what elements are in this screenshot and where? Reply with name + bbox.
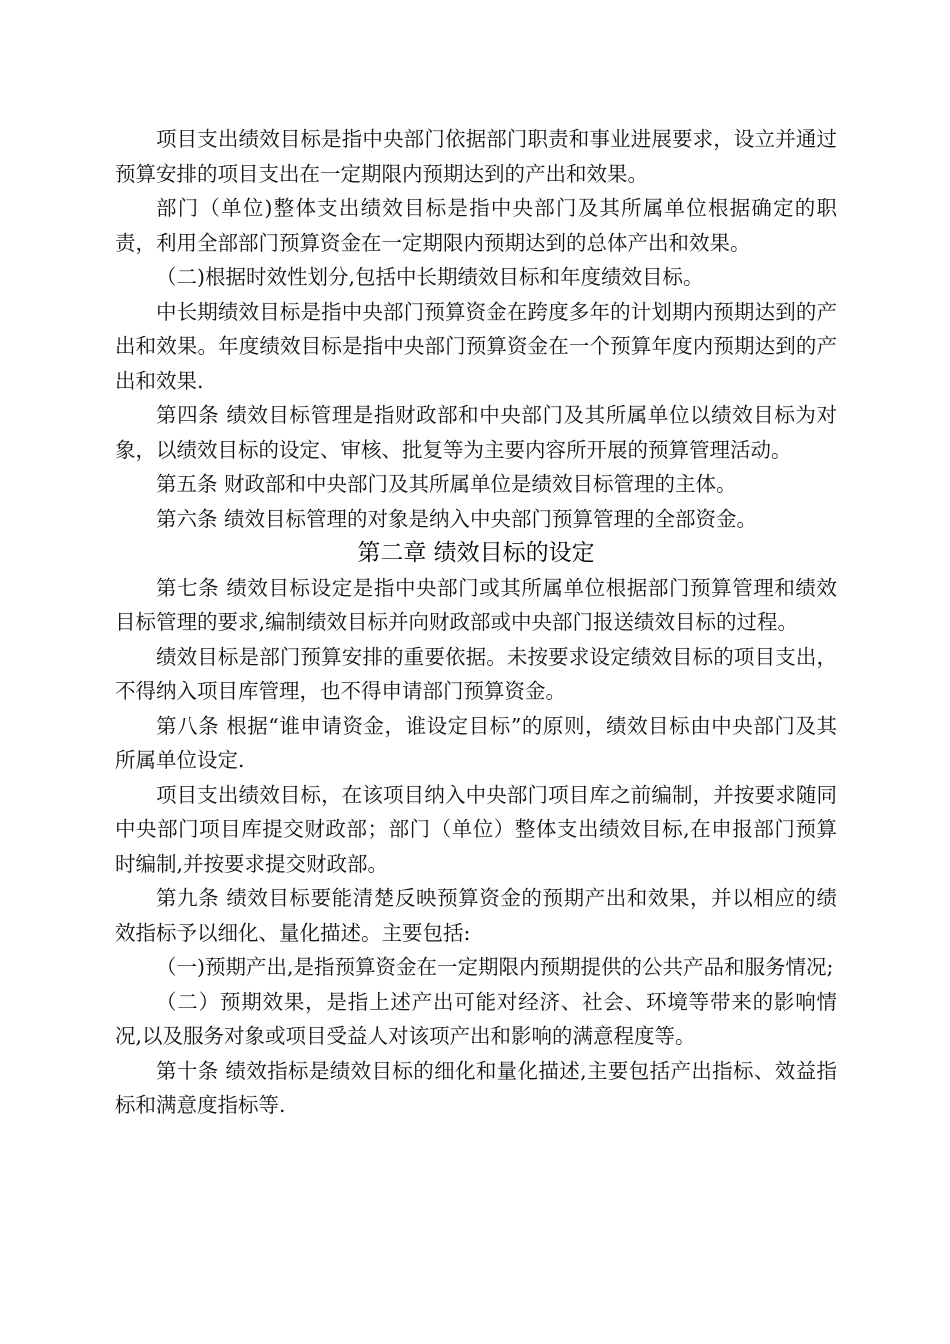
article-4-paragraph: 第四条 绩效目标管理是指财政部和中央部门及其所属单位以绩效目标为对象，以绩效目标的设定、审核、批复等为主要内容所开展的预算管理活动。 xyxy=(115,403,837,462)
list-item: （一)预期产出,是指预算资金在一定期限内预期提供的公共产品和服务情况; xyxy=(156,955,834,979)
paragraph: 绩效目标是部门预算安排的重要依据。未按要求设定绩效目标的项目支出，不得纳入项目库管理，也不得申请部门预算资金。 xyxy=(115,644,837,703)
document-body xyxy=(115,122,837,1123)
article-7-paragraph: 第七条 绩效目标设定是指中央部门或其所属单位根据部门预算管理和绩效目标管理的要求,编制绩效目标并向财政部或中央部门报送绩效目标的过程。 xyxy=(115,575,837,634)
list-item: （二）预期效果，是指上述产出可能对经济、社会、环境等带来的影响情况,以及服务对象或项目受益人对该项产出和影响的满意程度等。 xyxy=(115,989,837,1048)
paragraph: （二)根据时效性划分,包括中长期绩效目标和年度绩效目标。 xyxy=(156,265,704,289)
article-8-paragraph: 第八条 根据“谁申请资金，谁设定目标”的原则，绩效目标由中央部门及其所属单位设定. xyxy=(115,713,837,772)
article-10-paragraph: 第十条 绩效指标是绩效目标的细化和量化描述,主要包括产出指标、效益指标和满意度指标等. xyxy=(115,1058,837,1117)
paragraph: 项目支出绩效目标是指中央部门依据部门职责和事业进展要求，设立并通过预算安排的项目支出在一定期限内预期达到的产出和效果。 xyxy=(115,127,837,186)
paragraph: 中长期绩效目标是指中央部门预算资金在跨度多年的计划期内预期达到的产出和效果。年度绩效目标是指中央部门预算资金在一个预算年度内预期达到的产出和效果. xyxy=(115,299,837,393)
article-9-paragraph: 第九条 绩效目标要能清楚反映预算资金的预期产出和效果，并以相应的绩效指标予以细化、量化描述。主要包括: xyxy=(115,886,837,945)
article-5-paragraph: 第五条 财政部和中央部门及其所属单位是绩效目标管理的主体。 xyxy=(156,472,737,496)
article-6-paragraph: 第六条 绩效目标管理的对象是纳入中央部门预算管理的全部资金。 xyxy=(156,506,758,531)
paragraph: 部门（单位)整体支出绩效目标是指中央部门及其所属单位根据确定的职责，利用全部部门预算资金在一定期限内预期达到的总体产出和效果。 xyxy=(115,196,837,255)
paragraph: 项目支出绩效目标，在该项目纳入中央部门项目库之前编制，并按要求随同中央部门项目库提交财政部；部门（单位）整体支出绩效目标,在申报部门预算时编制,并按要求提交财政部。 xyxy=(115,782,837,876)
chapter-heading: 第二章 绩效目标的设定 xyxy=(357,540,595,566)
